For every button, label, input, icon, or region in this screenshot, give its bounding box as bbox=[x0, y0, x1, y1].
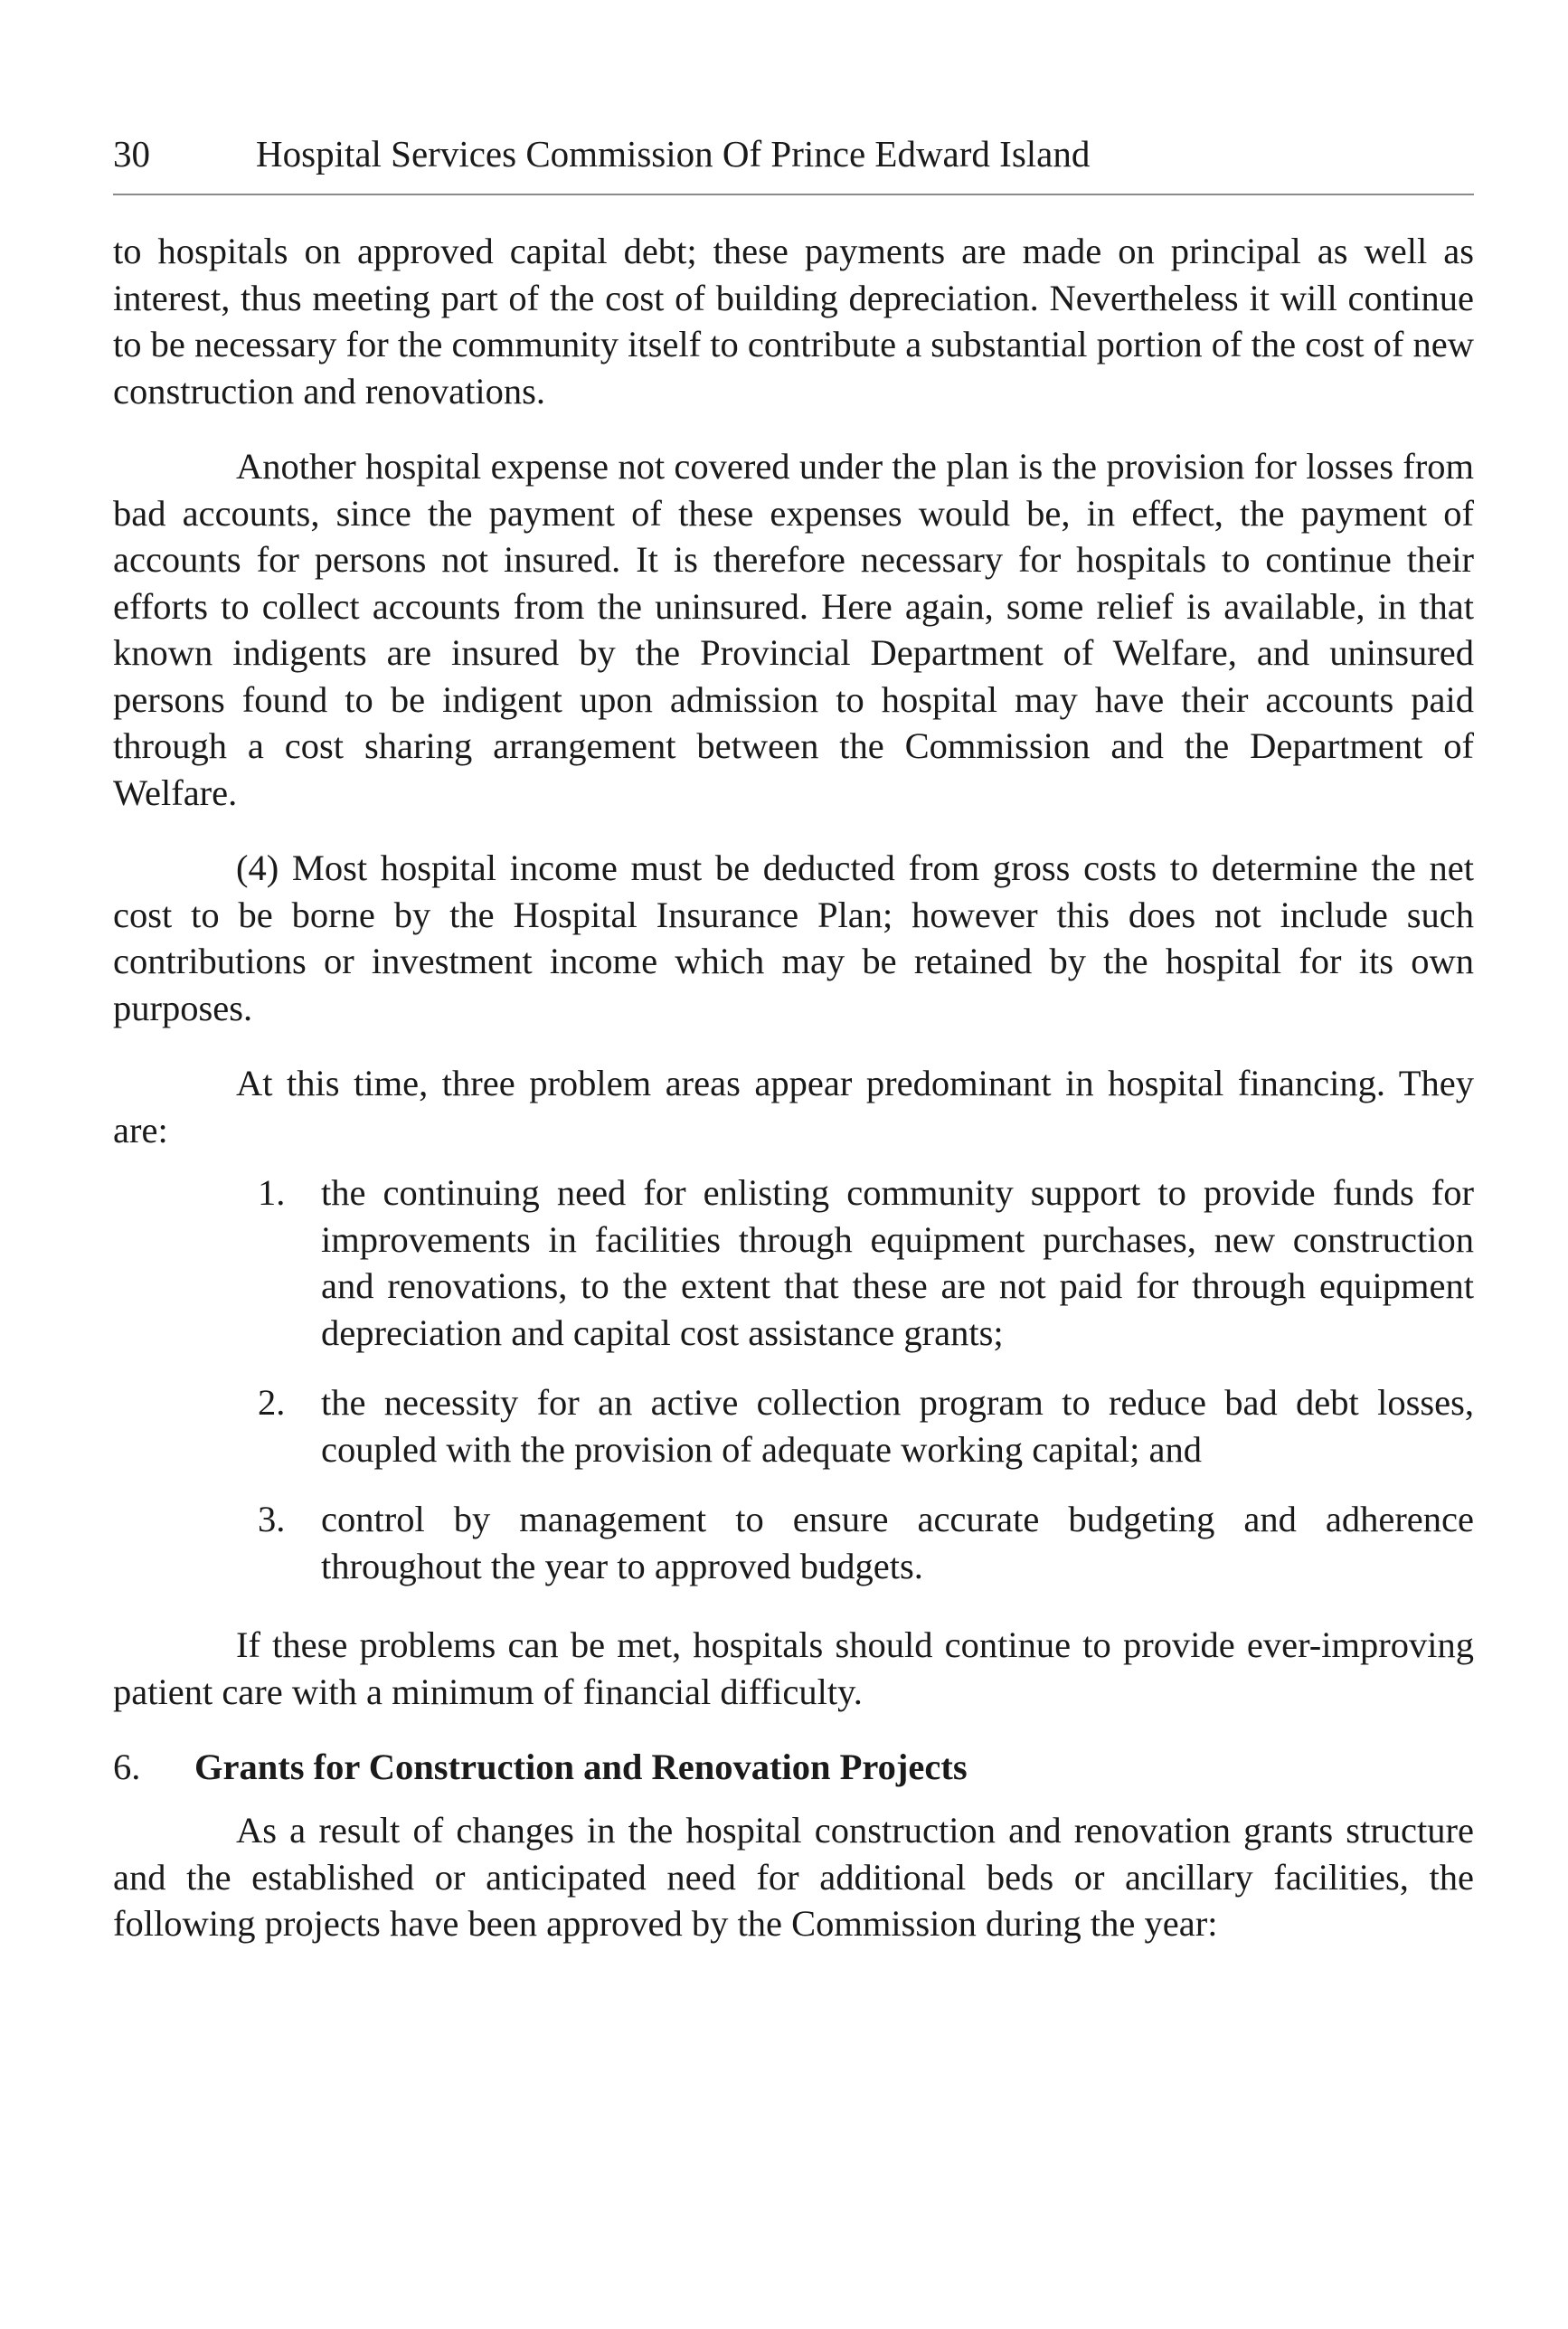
list-item bbox=[113, 1496, 1474, 1589]
paragraph-closing: If these problems can be met, hospitals should continue to provide ever-improving patient care with a minimum of financial difficulty. bbox=[113, 1624, 1474, 1712]
list-item-number: 1. bbox=[258, 1172, 286, 1213]
header-rule bbox=[113, 194, 1474, 195]
paragraph-grants: As a result of changes in the hospital construction and renovation grants structure and the established or anticipated need for additional beds or ancillary facilities, the following projects have been approved by the Commission during the year: bbox=[113, 1810, 1474, 1944]
paragraph-bad-accounts: Another hospital expense not covered under the plan is the provision for losses from bad accounts, since the payment of these expenses would be, in effect, the payment of accounts for persons not insured. It is therefore necessary for hospitals to continue their efforts to collect accounts from the uninsured. Here again, some relief is available, in that known indigents are insured by the Provincial Department of Welfare, and uninsured persons found to be indigent upon admission to hospital may have their accounts paid through a cost sharing arrangement between the Commission and the Department of Welfare. bbox=[113, 446, 1474, 813]
page-header bbox=[113, 127, 1474, 181]
list-item-text: the continuing need for enlisting community support to provide funds for improvements in facilities through equipment purchases, new construction and renovations, to the extent that these are not paid for through equipment depreciation and capital cost assistance grants; bbox=[321, 1172, 1474, 1353]
document-page bbox=[113, 127, 1474, 1976]
section-number: 6. bbox=[113, 1747, 141, 1787]
list-item-number: 2. bbox=[258, 1382, 286, 1423]
paragraph-capital-debt: to hospitals on approved capital debt; these payments are made on principal as well as interest, thus meeting part of the cost of building depreciation. Nevertheless it will continue to be necessary for the community itself to contribute a substantial portion of the cost of new construction and renovations. bbox=[113, 231, 1474, 412]
running-title: Hospital Services Commission Of Prince Edward Island bbox=[256, 133, 1091, 175]
page-number: 30 bbox=[113, 133, 150, 175]
list-item bbox=[113, 1379, 1474, 1472]
list-item-text: control by management to ensure accurate budgeting and adherence throughout the year to approved budgets. bbox=[321, 1499, 1474, 1586]
section-title: Grants for Construction and Renovation Projects bbox=[194, 1747, 968, 1787]
section-heading bbox=[113, 1744, 1474, 1791]
document-body bbox=[113, 228, 1474, 1947]
list-item-text: the necessity for an active collection program to reduce bad debt losses, coupled with the provision of adequate working capital; and bbox=[321, 1382, 1474, 1470]
list-item bbox=[113, 1169, 1474, 1356]
list-item-number: 3. bbox=[258, 1499, 286, 1539]
paragraph-hospital-income: (4) Most hospital income must be deducted from gross costs to determine the net cost to be borne by the Hospital Insurance Plan; however this does not include such contributions or investment income which may be retained by the hospital for its own purposes. bbox=[113, 847, 1474, 1028]
problem-list bbox=[113, 1169, 1474, 1589]
paragraph-problem-areas: At this time, three problem areas appear predominant in hospital financing. They are: bbox=[113, 1063, 1474, 1150]
